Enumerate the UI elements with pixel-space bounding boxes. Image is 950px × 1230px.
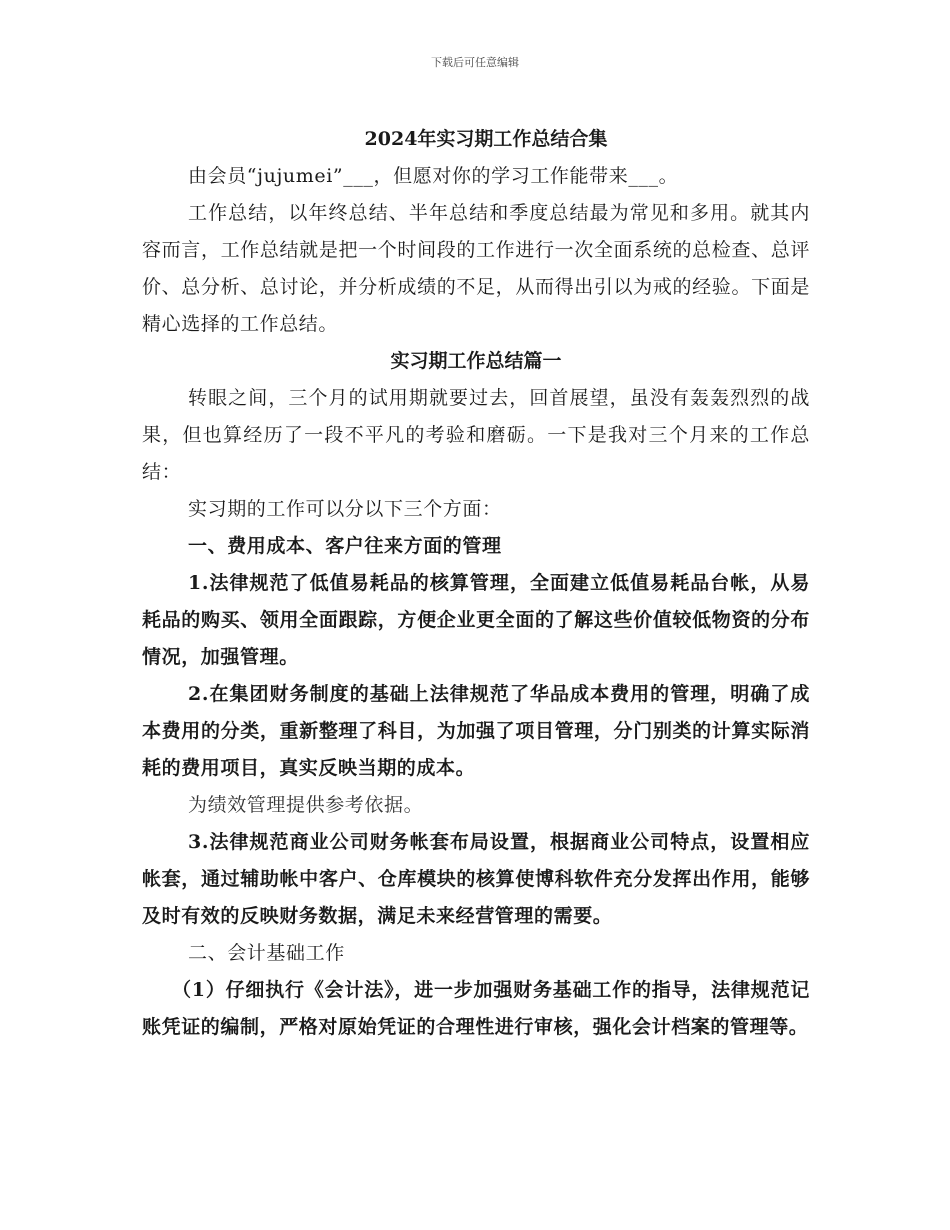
document-body	[142, 120, 810, 1046]
paragraph-3: 为绩效管理提供参考依据。	[188, 794, 424, 816]
heading-2: 二、会计基础工作	[188, 942, 345, 964]
list-item-2: 2.在集团财务制度的基础上法律规范了华品成本费用的管理，明确了成本费用的分类，重新整理了科目，为加强了项目管理，分门别类的计算实际消耗的费用项目，真实反映当期的成本。	[142, 683, 810, 779]
paragraph-1: 转眼之间，三个月的试用期就要过去，回首展望，虽没有轰轰烈烈的战果，但也算经历了一段不平凡的考验和磨砺。一下是我对三个月来的工作总结：	[142, 387, 810, 483]
paragraph-2: 实习期的工作可以分以下三个方面：	[188, 498, 502, 520]
list-item-1: 1.法律规范了低值易耗品的核算管理，全面建立低值易耗品台帐，从易耗品的购买、领用全面跟踪，方便企业更全面的了解这些价值较低物资的分布情况，加强管理。	[142, 572, 810, 668]
page-header: 下载后可任意编辑	[431, 56, 519, 69]
heading-1: 一、费用成本、客户往来方面的管理	[188, 535, 502, 557]
document-title: 2024年实习期工作总结合集	[364, 128, 608, 150]
intro-paragraph: 由会员“jujumei”___，但愿对你的学习工作能带来___。	[188, 165, 679, 187]
list-item-3: 3.法律规范商业公司财务帐套布局设置，根据商业公司特点，设置相应帐套，通过辅助帐中客户、仓库模块的核算使博科软件充分发挥出作用，能够及时有效的反映财务数据，满足未来经营管理的需要。	[142, 831, 810, 927]
summary-paragraph: 工作总结，以年终总结、半年总结和季度总结最为常见和多用。就其内容而言，工作总结就是把一个时间段的工作进行一次全面系统的总检查、总评价、总分析、总讨论，并分析成绩的不足，从而得出引以为戒的经验。下面是精心选择的工作总结。	[142, 202, 810, 335]
list-item-4: （1）仔细执行《会计法》，进一步加强财务基础工作的指导，法律规范记账凭证的编制，严格对原始凭证的合理性进行审核，强化会计档案的管理等。	[142, 979, 810, 1038]
section-title: 实习期工作总结篇一	[390, 350, 562, 372]
